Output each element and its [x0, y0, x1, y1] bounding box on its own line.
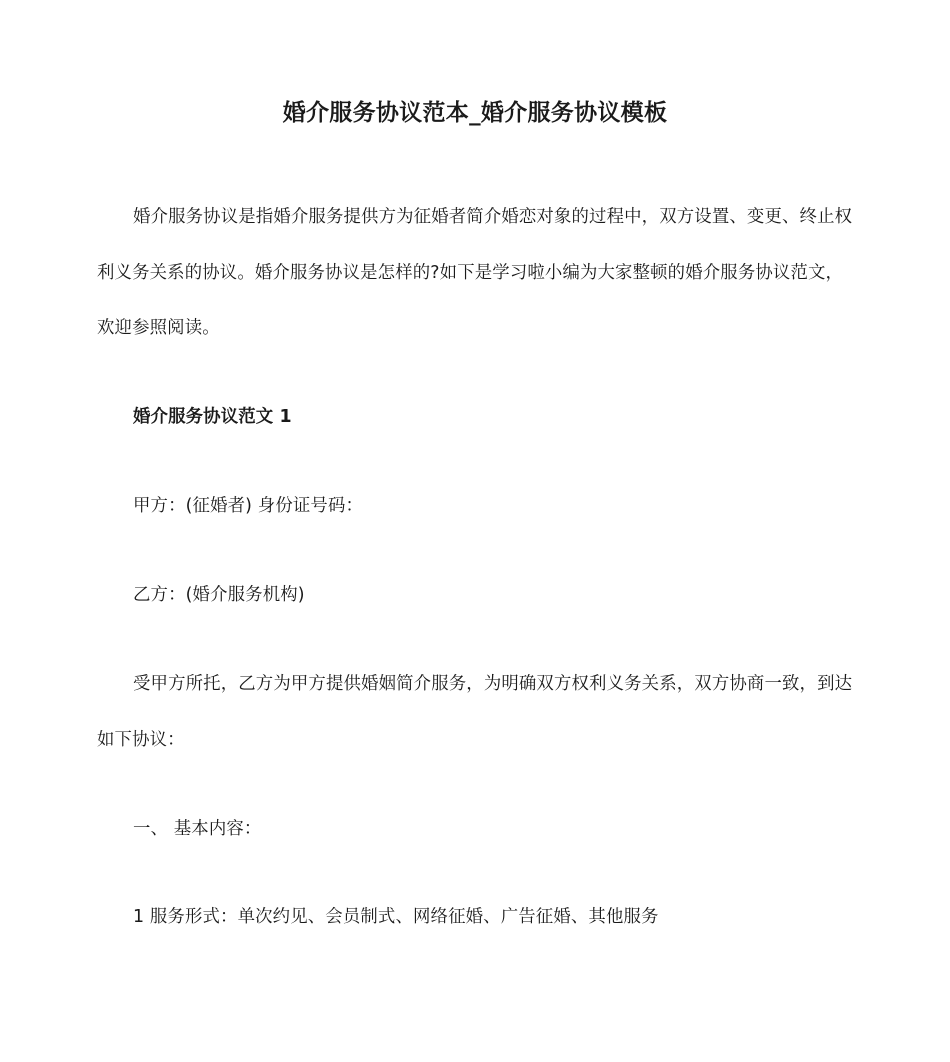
document-title: 婚介服务协议范本_婚介服务协议模板 — [282, 100, 668, 126]
intro-paragraph: 婚介服务协议是指婚介服务提供方为征婚者简介婚恋对象的过程中，双方设置、变更、终止权利义务关系的协议。婚介服务协议是怎样的?如下是学习啦小编为大家整顿的婚介服务协议范文，欢迎参照阅读。 — [97, 207, 853, 338]
party-a-line: 甲方：(征婚者) 身份证号码： — [133, 496, 364, 516]
clause-item: 1 服务形式：单次约见、会员制式、网络征婚、广告征婚、其他服务 — [133, 907, 659, 927]
clause-heading: 一、 基本内容： — [133, 819, 262, 839]
party-b-line: 乙方：(婚介服务机构) — [133, 585, 305, 605]
section-heading: 婚介服务协议范文 1 — [133, 407, 292, 427]
agreement-paragraph: 受甲方所托，乙方为甲方提供婚姻简介服务，为明确双方权利义务关系，双方协商一致，到达如下协议： — [97, 674, 853, 750]
